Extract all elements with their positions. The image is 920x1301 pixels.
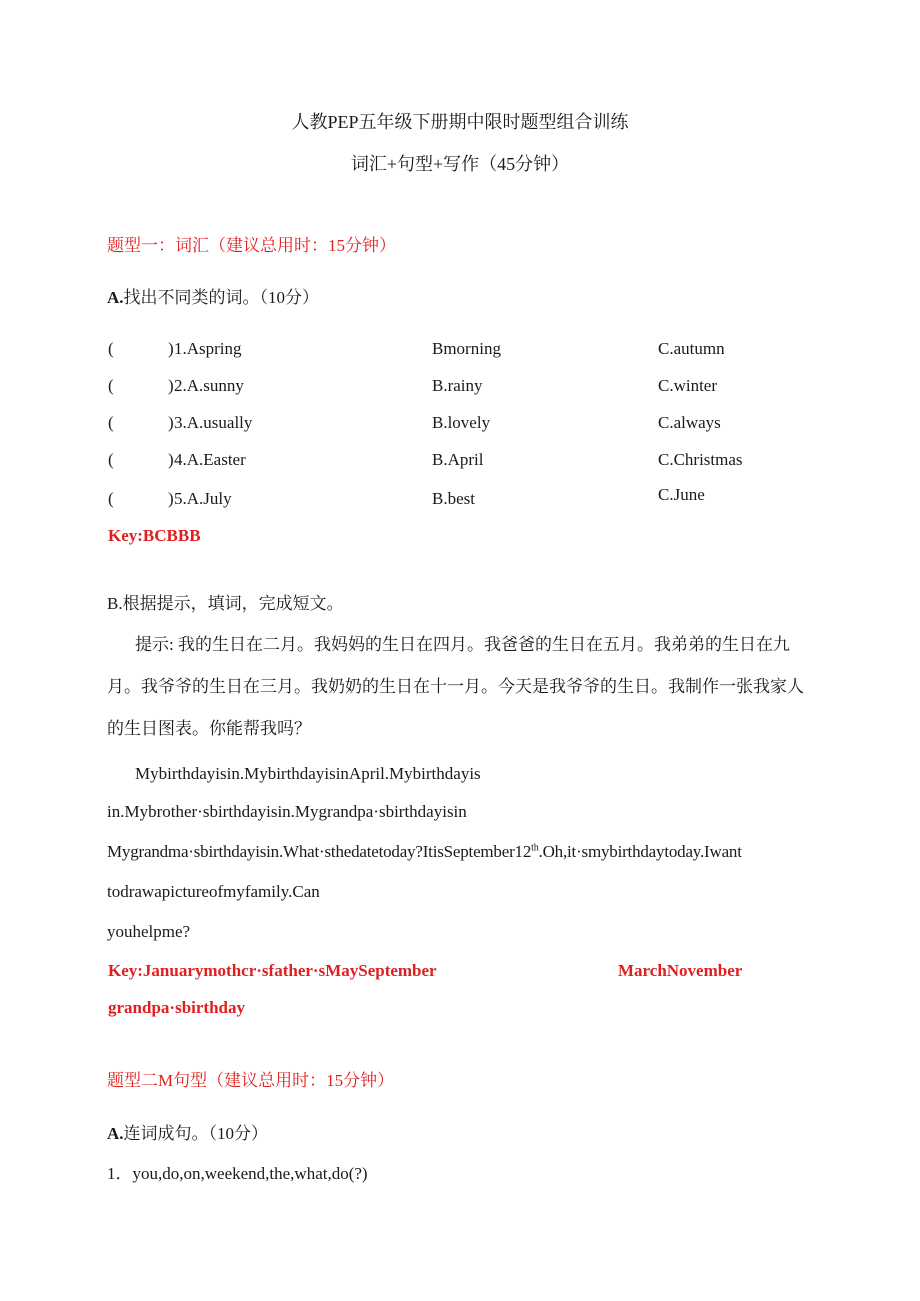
option-b: B.April bbox=[432, 450, 484, 469]
answer-paren-close: ) bbox=[168, 450, 174, 469]
option-a: 2.A.sunny bbox=[174, 376, 244, 395]
option-b: B.best bbox=[432, 489, 475, 508]
option-b: B.rainy bbox=[432, 376, 483, 395]
section1-partA-heading bbox=[107, 288, 319, 308]
option-c: C.winter bbox=[658, 376, 718, 395]
passage-line bbox=[107, 842, 742, 862]
passage-line: in.Mybrother·sbirthdayisin.Mygrandpa·sbirthdayisin bbox=[107, 802, 467, 821]
partA-text: 连词成句。（10分） bbox=[123, 1124, 269, 1143]
option-b: B.lovely bbox=[432, 413, 491, 432]
sentence-item: 1．you,do,on,weekend,the,what,do(?) bbox=[107, 1164, 368, 1183]
section1-heading: 题型一：词汇（建议总用时：15分钟） bbox=[107, 236, 396, 255]
hint-paragraph bbox=[107, 624, 813, 750]
answer-paren-open[interactable]: ( bbox=[108, 339, 114, 358]
option-a: 1.Aspring bbox=[174, 339, 242, 358]
ordinal-suffix: th bbox=[531, 842, 539, 854]
option-a: 4.A.Easter bbox=[174, 450, 246, 469]
section2-partA-heading bbox=[107, 1124, 268, 1144]
passage-line: youhelpme? bbox=[107, 922, 191, 941]
answer-paren-open[interactable]: ( bbox=[108, 413, 114, 432]
answer-key: Key:Januarymothcr·sfather·sMaySeptember bbox=[108, 961, 437, 980]
partA-label: A. bbox=[107, 1124, 124, 1143]
option-a: 3.A.usually bbox=[174, 413, 253, 432]
answer-paren-close: ) bbox=[168, 339, 174, 358]
option-c: C.June bbox=[658, 485, 705, 504]
answer-paren-close: ) bbox=[168, 376, 174, 395]
hint-text: 我的生日在二月。我妈妈的生日在四月。我爸爸的生日在五月。我弟弟的生日在九月。我爷爷的生日在三月。我奶奶的生日在十一月。今天是我爷爷的生日。我制作一张我家人的生日图表。你能帮我吗？ bbox=[107, 635, 804, 738]
answer-key: Key:BCBBB bbox=[108, 526, 201, 545]
passage-line-text: Mygrandma·sbirthdayisin.What·sthedatetoday?ItisSeptember12 bbox=[107, 842, 532, 861]
answer-key-line2: grandpa·sbirthday bbox=[108, 998, 245, 1017]
option-b: Bmorning bbox=[432, 339, 501, 358]
answer-key-right: MarchNovember bbox=[618, 961, 743, 980]
section2-heading: 题型二M句型（建议总用时：15分钟） bbox=[107, 1071, 395, 1090]
hint-label: 提示: bbox=[135, 635, 174, 654]
option-a: 5.A.July bbox=[174, 489, 232, 508]
section1-partB-heading: B.根据提示，填词，完成短文。 bbox=[107, 594, 344, 613]
passage-line: Mybirthdayisin.MybirthdayisinApril.Mybirthdayis bbox=[135, 764, 481, 783]
partA-label: A. bbox=[107, 288, 124, 307]
answer-paren-open[interactable]: ( bbox=[108, 489, 114, 508]
passage-line-tail: .Oh,it·smybirthdaytoday.Iwant bbox=[538, 842, 742, 861]
option-c: C.always bbox=[658, 413, 721, 432]
answer-paren-open[interactable]: ( bbox=[108, 450, 114, 469]
answer-paren-close: ) bbox=[168, 413, 174, 432]
answer-paren-close: ) bbox=[168, 489, 174, 508]
option-c: C.autumn bbox=[658, 339, 725, 358]
page-subtitle: 词汇+句型+写作（45分钟） bbox=[350, 154, 570, 174]
passage-line: todrawapictureofmyfamily.Can bbox=[107, 882, 320, 901]
partA-text: 找出不同类的词。（10分） bbox=[123, 288, 320, 307]
answer-paren-open[interactable]: ( bbox=[108, 376, 114, 395]
page-title: 人教PEP五年级下册期中限时题型组合训练 bbox=[291, 112, 629, 132]
option-c: C.Christmas bbox=[658, 450, 743, 469]
